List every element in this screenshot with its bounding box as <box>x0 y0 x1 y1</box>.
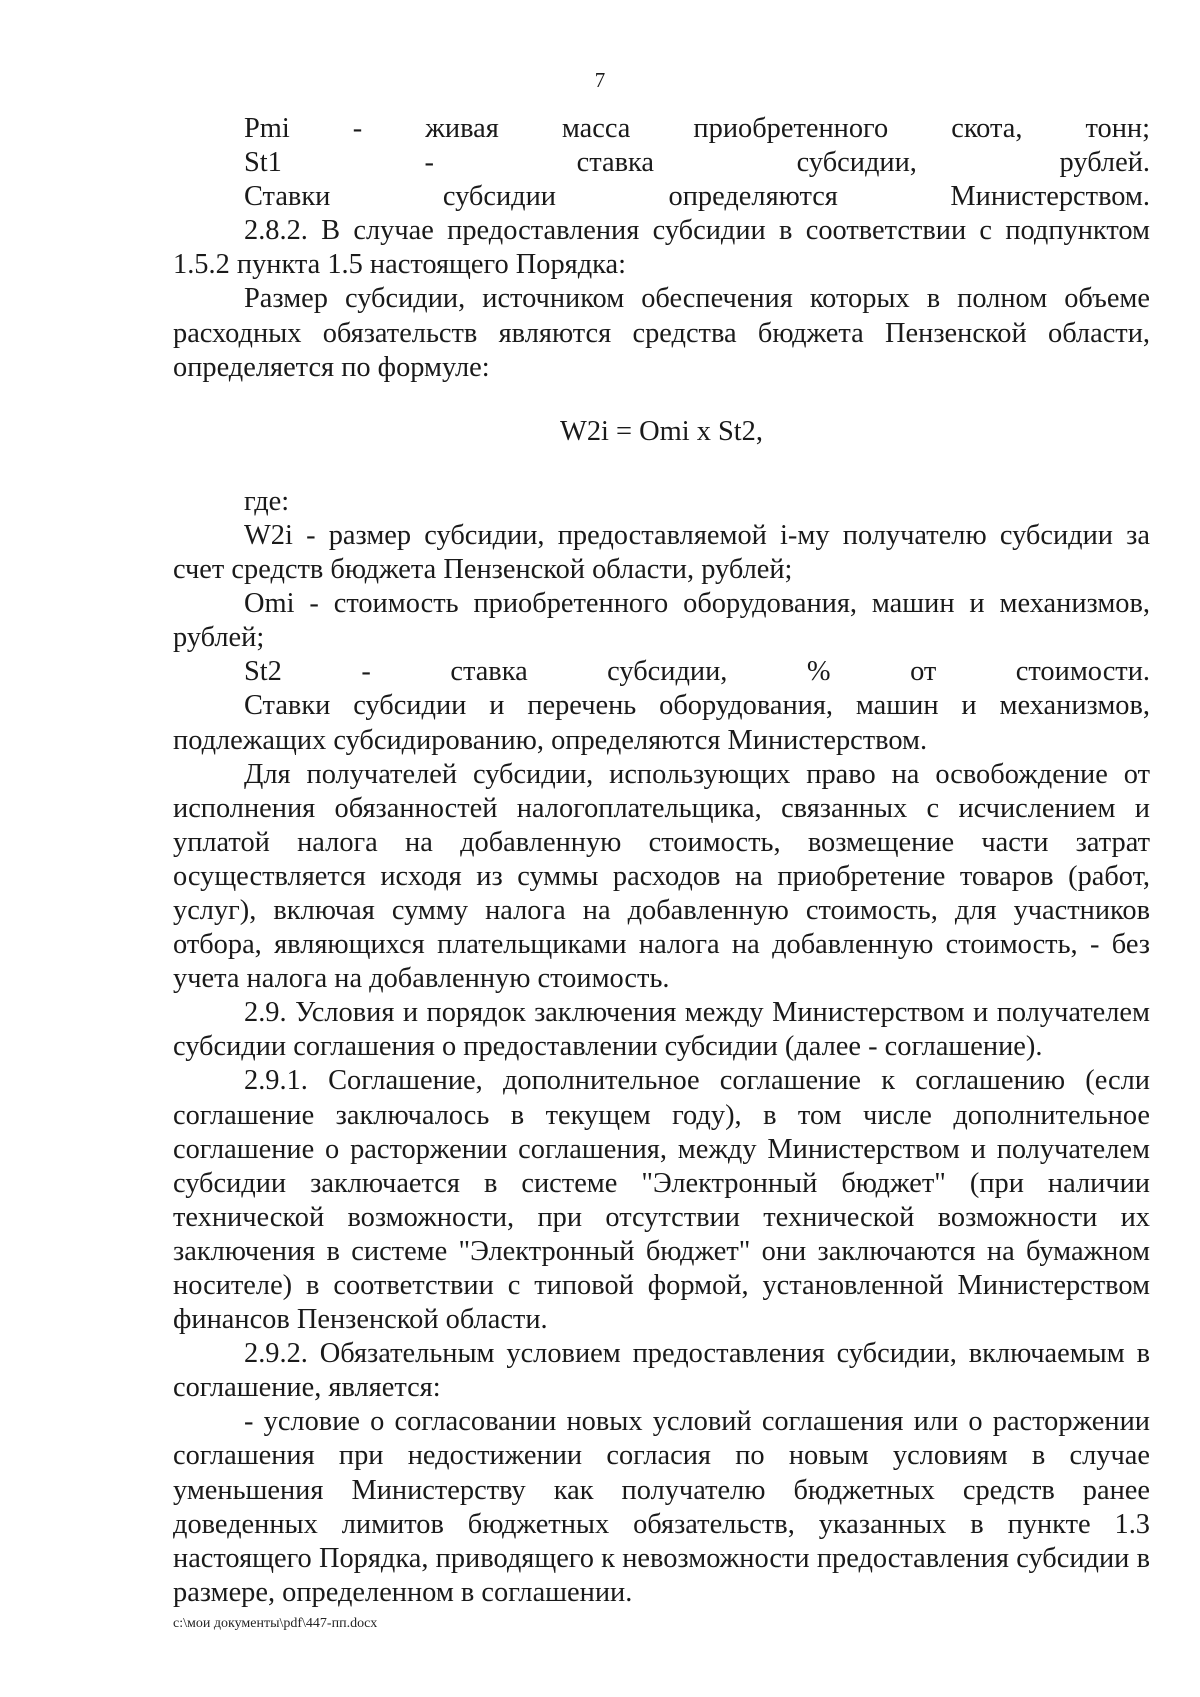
paragraph-where: где: <box>244 485 290 517</box>
formula-w2i: W2i = Omi x St2, <box>560 415 763 447</box>
paragraph-w2i-definition: W2i - размер субсидии, предоставляемой i-му получателю субсидии за счет средств бюджета Пензенской области, рублей; <box>173 519 1150 586</box>
paragraph-subsidy-size: Размер субсидии, источником обеспечения которых в полном объеме расходных обязательств являются средства бюджета Пензенской области, определяется по формуле: <box>173 283 1150 383</box>
paragraph-pmi-definition: Pmi - живая масса приобретенного скота, тонн; <box>244 113 1150 144</box>
document-body <box>173 112 1150 1610</box>
paragraph-st1-definition: St1 - ставка субсидии, рублей. <box>244 147 1150 179</box>
paragraph-2-8-2: 2.8.2. В случае предоставления субсидии в соответствии с подпунктом 1.5.2 пункта 1.5 настоящего Порядка: <box>173 215 1150 281</box>
paragraph-st2-definition: St2 - ставка субсидии, % от стоимости. <box>244 656 1150 688</box>
paragraph-vat-exemption: Для получателей субсидии, использующих право на освобождение от исполнения обязанностей налогоплательщика, связанных с исчислением и уплатой налога на добавленную стоимость, возмещение части затрат осуществляется исходя из суммы расходов на приобретение товаров (работ, услуг), включая сумму налога на добавленную стоимость, для участников отбора, являющихся плательщиками налога на добавленную стоимость, - без учета налога на добавленную стоимость. <box>173 758 1150 995</box>
paragraph-omi-definition: Omi - стоимость приобретенного оборудования, машин и механизмов, рублей; <box>173 588 1150 654</box>
footer-file-path: c:\мои документы\pdf\447-пп.docx <box>173 1616 378 1631</box>
page-number: 7 <box>594 68 606 92</box>
paragraph-rates-list: Ставки субсидии и перечень оборудования, машин и механизмов, подлежащих субсидированию, определяются Министерством. <box>173 690 1150 756</box>
paragraph-agreement-condition: - условие о согласовании новых условий соглашения или о расторжении соглашения при недостижении согласия по новым условиям в случае уменьшения Министерству как получателю бюджетных средств ранее доведенных лимитов бюджетных обязательств, указанных в пункте 1.3 настоящего Порядка, приводящего к невозможности предоставления субсидии в размере, определенном в соглашении. <box>173 1406 1150 1608</box>
paragraph-2-9-2: 2.9.2. Обязательным условием предоставления субсидии, включаемым в соглашение, является: <box>173 1338 1150 1404</box>
paragraph-2-9: 2.9. Условия и порядок заключения между Министерством и получателем субсидии соглашения о предоставлении субсидии (далее - соглашение). <box>173 997 1150 1063</box>
paragraph-rates-note: Ставки субсидии определяются Министерством. <box>244 181 1150 213</box>
paragraph-2-9-1: 2.9.1. Соглашение, дополнительное соглашение к соглашению (если соглашение заключалось в текущем году), в том числе дополнительное соглашение о расторжении соглашения, между Министерством и получателем субсидии заключается в системе "Электронный бюджет" (при наличии технической возможности, при отсутствии технической возможности их заключения в системе "Электронный бюджет" они заключаются на бумажном носителе) в соответствии с типовой формой, установленной Министерством финансов Пензенской области. <box>173 1065 1150 1336</box>
